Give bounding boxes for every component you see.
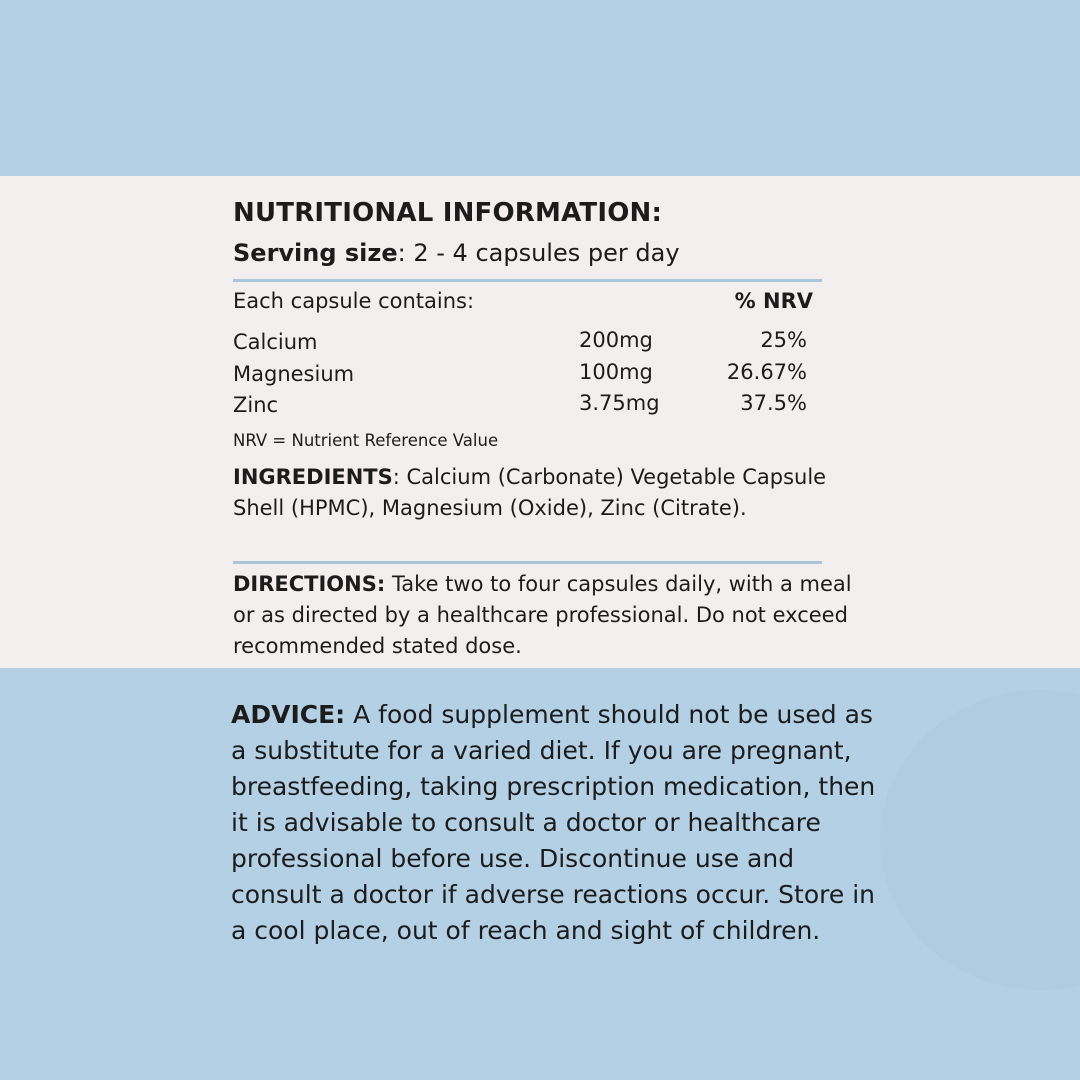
nutrient-nrv: 25%: [760, 328, 807, 352]
nutrient-amount: 200mg: [579, 328, 653, 352]
table-row: [233, 393, 813, 425]
table-row: [233, 359, 813, 394]
nutrient-nrv: 26.67%: [726, 359, 807, 384]
table-row: [233, 330, 813, 362]
advice-body: A food supplement should not be used as a substitute for a varied diet. If you are pregnant, breastfeeding, taking prescription medication, then it is advisable to consult a doctor or healthcare professional before use. Discontinue use and consult a doctor if adverse reactions occur. Store in a cool place, out of reach and sight of children.: [231, 700, 876, 945]
nutrient-name: Calcium: [233, 330, 318, 354]
directions-body: Take two to four capsules daily, with a meal or as directed by a healthcare professional. Do not exceed recommended stated dose.: [233, 572, 852, 658]
table-header: [233, 289, 813, 313]
advice-label: ADVICE:: [231, 700, 346, 729]
background-decoration: [880, 690, 1080, 990]
serving-size-label: Serving size: [233, 239, 398, 267]
nutrition-title: NUTRITIONAL INFORMATION:: [233, 198, 663, 228]
table-header-label: Each capsule contains:: [233, 289, 475, 313]
nutrient-table: [233, 330, 813, 425]
advice-text: [231, 697, 891, 949]
nutrient-amount: 3.75mg: [579, 391, 660, 415]
serving-size: [233, 239, 680, 267]
ingredients-body: : Calcium (Carbonate) Vegetable Capsule Shell (HPMC), Magnesium (Oxide), Zinc (Citrate).: [233, 465, 827, 520]
serving-size-value: : 2 - 4 capsules per day: [397, 239, 680, 267]
ingredients-label: INGREDIENTS: [233, 465, 393, 489]
ingredients-text: [233, 462, 833, 523]
directions-label: DIRECTIONS:: [233, 572, 386, 596]
directions-text: [233, 569, 853, 662]
divider: [233, 561, 822, 564]
nrv-footnote: NRV = Nutrient Reference Value: [233, 431, 499, 450]
nutrient-nrv: 37.5%: [740, 391, 807, 415]
nutrient-name: Zinc: [233, 393, 279, 417]
nutrient-amount: 100mg: [579, 359, 653, 384]
divider: [233, 279, 822, 282]
nutrient-name: Magnesium: [233, 361, 355, 386]
nrv-header: % NRV: [734, 289, 813, 313]
